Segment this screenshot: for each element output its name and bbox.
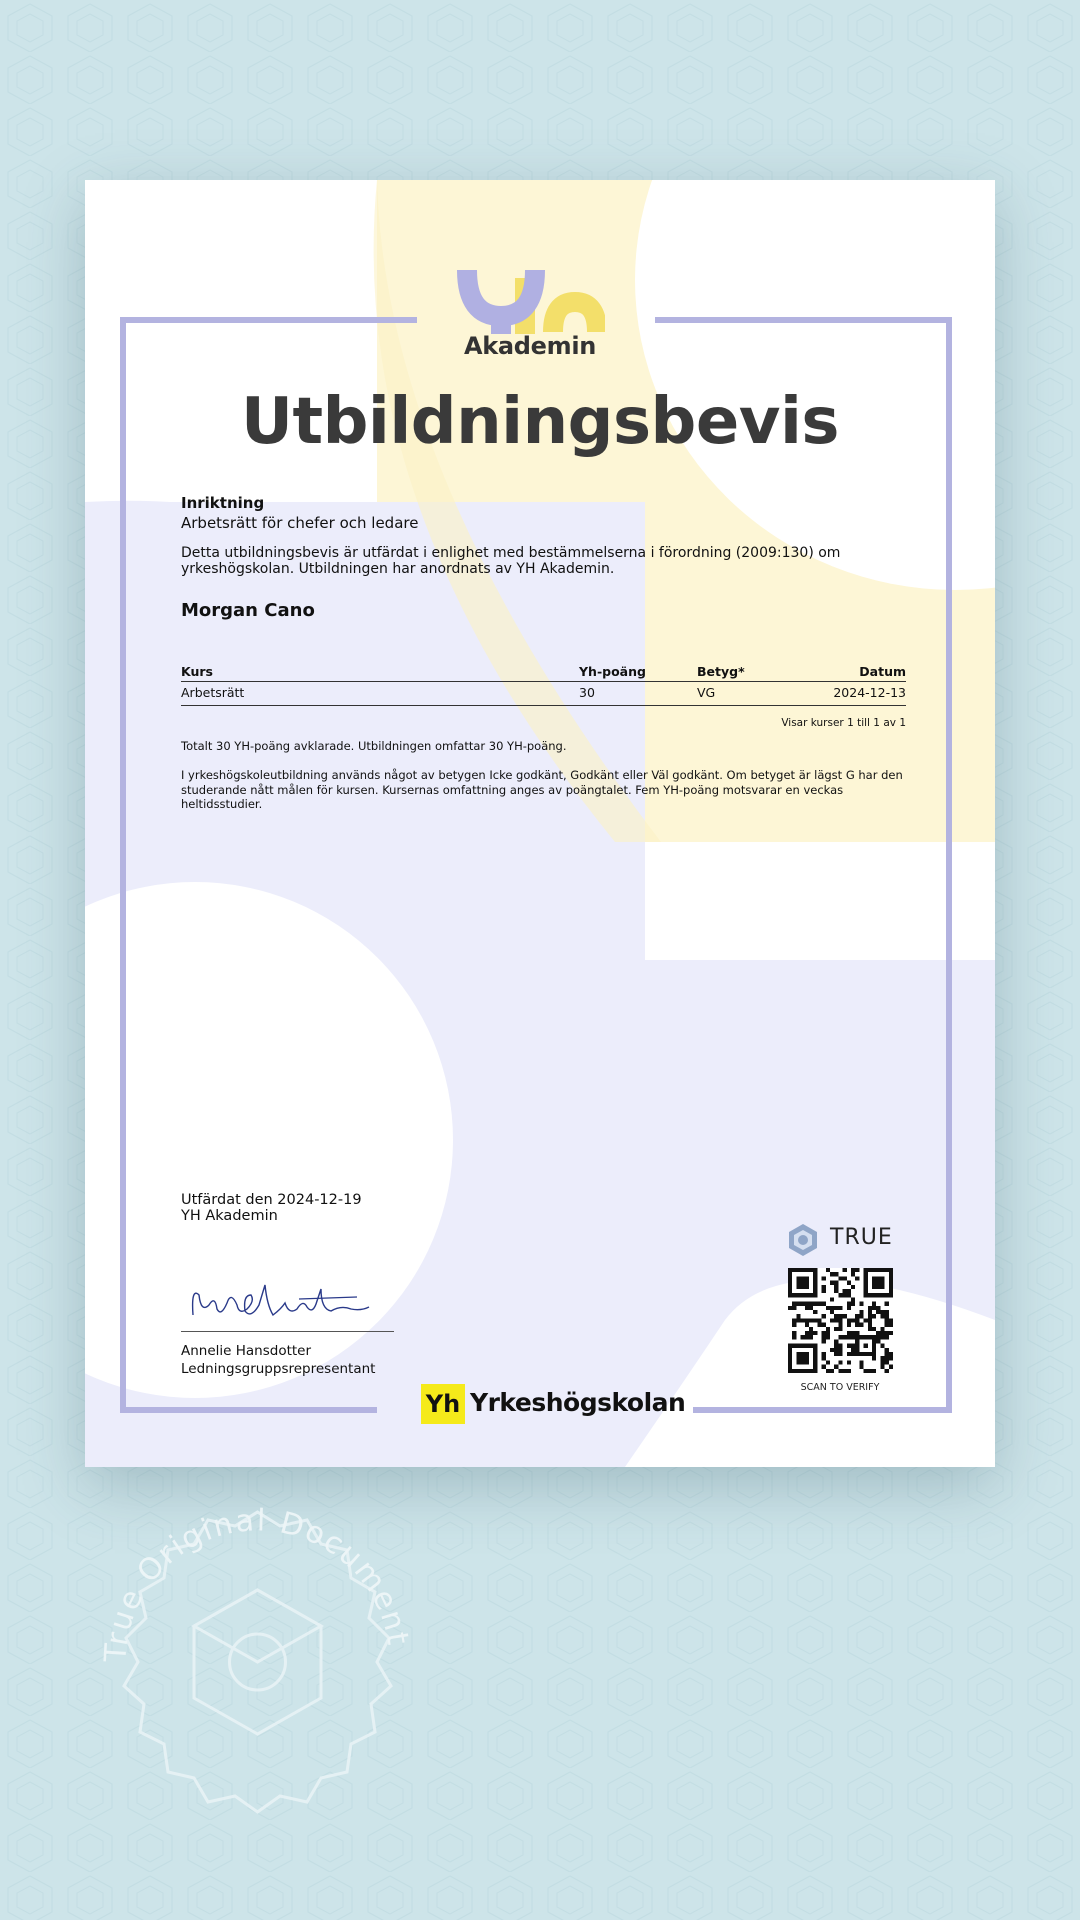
issuer: YH Akademin <box>181 1208 278 1224</box>
table-paging: Visar kurser 1 till 1 av 1 <box>781 717 906 729</box>
field-value: Arbetsrätt för chefer och ledare <box>181 514 419 532</box>
student-name: Morgan Cano <box>181 600 315 621</box>
signature-line <box>181 1331 394 1332</box>
points-total: Totalt 30 YH-poäng avklarade. Utbildningen omfattar 30 YH-poäng. <box>181 739 567 753</box>
grading-note-line: studerande nått målen för kursen. Kursernas omfattning anges av poängtalet. Fem YH-poäng motsvarar en veckas <box>181 782 844 797</box>
true-original-document-seal <box>85 1490 430 1835</box>
yrkeshogskolan-logo-text: Yrkeshögskolan <box>470 1388 686 1417</box>
issue-block <box>181 1192 362 1224</box>
course-points: 30 <box>579 682 697 706</box>
course-name: Arbetsrätt <box>181 682 579 706</box>
true-hexagon-icon <box>785 1222 821 1258</box>
description <box>181 545 840 577</box>
signature <box>181 1265 381 1335</box>
grading-note <box>181 768 903 812</box>
course-grade: VG <box>697 682 797 706</box>
table-header-row <box>181 660 906 682</box>
description-line: Detta utbildningsbevis är utfärdat i enlighet med bestämmelserna i förordning (2009:130) om <box>181 545 841 561</box>
signer-role: Ledningsgruppsrepresentant <box>181 1361 376 1377</box>
grading-note-line: I yrkeshögskoleutbildning används något av betygen Icke godkänt, Godkänt eller Väl godkänt. Om betyget är lägst G har den <box>181 768 903 782</box>
column-header-course: Kurs <box>181 660 579 682</box>
qr-code[interactable] <box>788 1268 893 1373</box>
page-title: Utbildningsbevis <box>241 385 839 459</box>
seal-text: True Original Document <box>98 1503 416 1664</box>
svg-text:True Original Document <box>98 1503 415 1664</box>
certificate-document <box>85 180 995 1467</box>
column-header-date: Datum <box>797 660 906 682</box>
course-date: 2024-12-13 <box>797 682 906 706</box>
table-row <box>181 682 906 706</box>
column-header-points: Yh-poäng <box>579 660 697 682</box>
scan-to-verify-label: SCAN TO VERIFY <box>800 1382 880 1393</box>
issue-date: Utfärdat den 2024-12-19 <box>181 1192 362 1208</box>
description-line: yrkeshögskolan. Utbildningen har anordnats av YH Akademin. <box>181 561 615 577</box>
grading-note-line: heltidsstudier. <box>181 797 263 811</box>
signer-name: Annelie Hansdotter <box>181 1343 312 1359</box>
signer <box>181 1342 375 1378</box>
true-brand: TRUE <box>830 1225 893 1250</box>
logo-wordmark: Akademin <box>463 332 597 360</box>
field-label: Inriktning <box>181 494 265 512</box>
column-header-grade: Betyg* <box>697 660 797 682</box>
course-table <box>181 660 906 706</box>
yrkeshogskolan-badge: Yh <box>421 1384 465 1424</box>
